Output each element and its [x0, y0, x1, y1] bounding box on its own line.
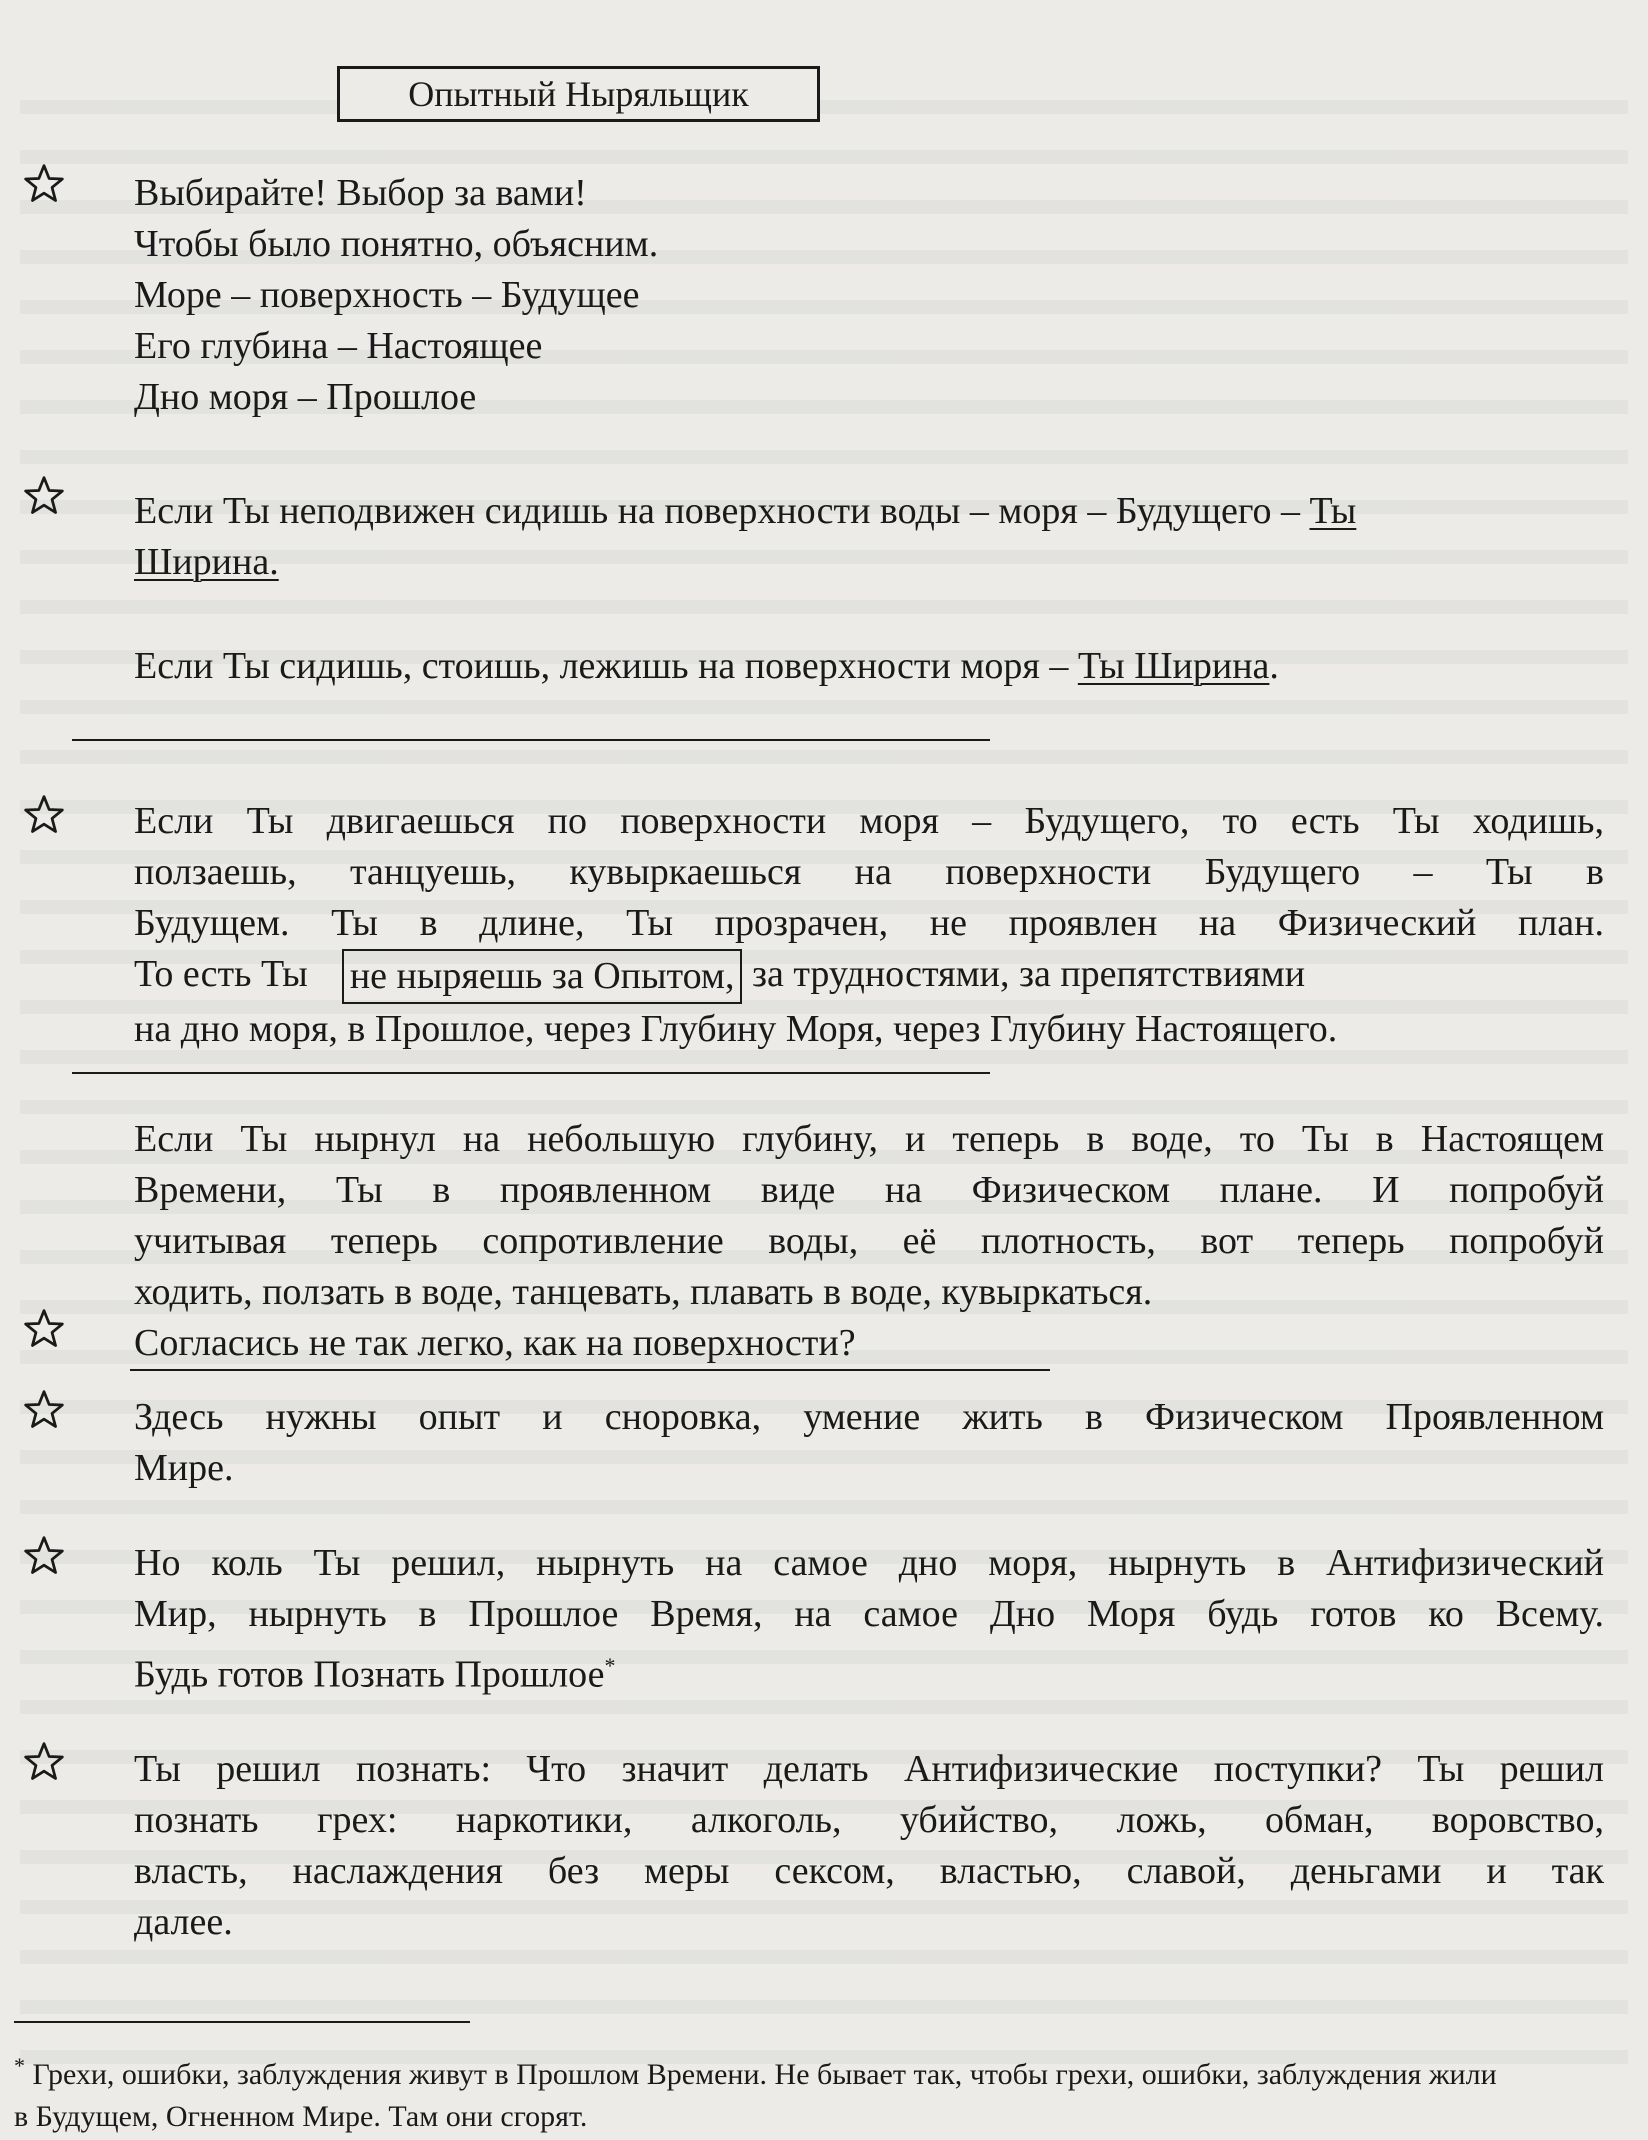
star-icon [22, 474, 66, 518]
text-line: Выбирайте! Выбор за вами! [134, 172, 587, 214]
footnote-marker: * [604, 1653, 616, 1678]
text-line: Если Ты сидишь, стоишь, лежишь на поверхности моря – [134, 645, 1078, 687]
text-line: учитывая теперь сопротивление воды, её плотность, вот теперь попробуй [134, 1220, 1604, 1262]
star-icon [22, 793, 66, 837]
footnote-divider [14, 2021, 470, 2023]
divider-line [72, 1072, 990, 1074]
text-line: Мире. [134, 1447, 234, 1489]
text-line: на дно моря, в Прошлое, через Глубину Моря, через Глубину Настоящего. [134, 1008, 1338, 1050]
text-line: далее. [134, 1901, 233, 1943]
text-line: Согласись не так легко, как на поверхности? [134, 1322, 856, 1364]
paragraph-experience [134, 1392, 1604, 1494]
text-line: за трудностями, за препятствиями [742, 953, 1306, 995]
footnote [14, 2045, 1624, 2138]
text-line: ползаешь, танцуешь, кувыркаешься на поверхности Будущего – Ты в [134, 851, 1604, 893]
text-line: Времени, Ты в проявленном виде на Физическом плане. И попробуй [134, 1169, 1604, 1211]
underlined-text: Ты Ширина [1077, 645, 1270, 687]
underlined-text: Ты [1309, 490, 1357, 532]
page-title: Опытный Ныряльщик [337, 66, 820, 122]
text-line: Здесь нужны опыт и сноровка, умение жить в Физическом Проявленном [134, 1396, 1604, 1438]
paragraph-still-on-surface [134, 486, 1604, 588]
text-line: Если Ты двигаешься по поверхности моря – Будущего, то есть Ты ходишь, [134, 800, 1604, 842]
star-icon [22, 1740, 66, 1784]
paragraph-sea-definition [134, 168, 1604, 423]
text-line: То есть Ты [134, 953, 308, 995]
text-line: Дно моря – Прошлое [134, 376, 477, 418]
text-line: Море – поверхность – Будущее [134, 274, 640, 316]
text-line: познать грех: наркотики, алкоголь, убийство, ложь, обман, воровство, [134, 1799, 1604, 1841]
divider-line [130, 1369, 1050, 1371]
text-line: Чтобы было понятно, объясним. [134, 223, 659, 265]
divider-line [72, 739, 990, 741]
star-icon [22, 1534, 66, 1578]
text-line: Мир, нырнуть в Прошлое Время, на самое Дно Моря будь готов ко Всему. [134, 1593, 1604, 1635]
underlined-text: Ширина. [134, 541, 279, 583]
paragraph-sitting-on-surface [134, 641, 1604, 692]
text-line: Но коль Ты решил, нырнуть на самое дно моря, нырнуть в Антифизический [134, 1542, 1604, 1584]
paragraph-dive-to-bottom [134, 1538, 1604, 1701]
boxed-phrase: не ныряешь за Опытом, [342, 949, 743, 1004]
star-icon [22, 1307, 66, 1351]
text-line: Если Ты неподвижен сидишь на поверхности воды – моря – Будущего – [134, 490, 1310, 532]
footnote-marker: * [14, 2053, 25, 2078]
paragraph-shallow-dive [134, 1114, 1604, 1369]
text-line: Будущем. Ты в длине, Ты прозрачен, не проявлен на Физический план. [134, 902, 1604, 944]
text-line: Ты решил познать: Что значит делать Антифизические поступки? Ты решил [134, 1748, 1604, 1790]
text-line: Будь готов Познать Прошлое [134, 1653, 605, 1696]
text-line: ходить, ползать в воде, танцевать, плавать в воде, кувыркаться. [134, 1271, 1153, 1313]
text-line: Если Ты нырнул на небольшую глубину, и теперь в воде, то Ты в Настоящем [134, 1118, 1604, 1160]
text-line: . [1269, 645, 1279, 687]
star-icon [22, 162, 66, 206]
paragraph-moving-on-surface [134, 796, 1604, 1055]
footnote-text: в Будущем, Огненном Мире. Там они сгорят. [14, 2100, 588, 2133]
star-icon [22, 1388, 66, 1432]
text-line: власть, наслаждения без меры сексом, властью, славой, деньгами и так [134, 1850, 1604, 1892]
footnote-text: Грехи, ошибки, заблуждения живут в Прошлом Времени. Не бывает так, чтобы грехи, ошибки, заблуждения жили [32, 2058, 1497, 2091]
paragraph-sin [134, 1744, 1604, 1948]
text-line: Его глубина – Настоящее [134, 325, 543, 367]
